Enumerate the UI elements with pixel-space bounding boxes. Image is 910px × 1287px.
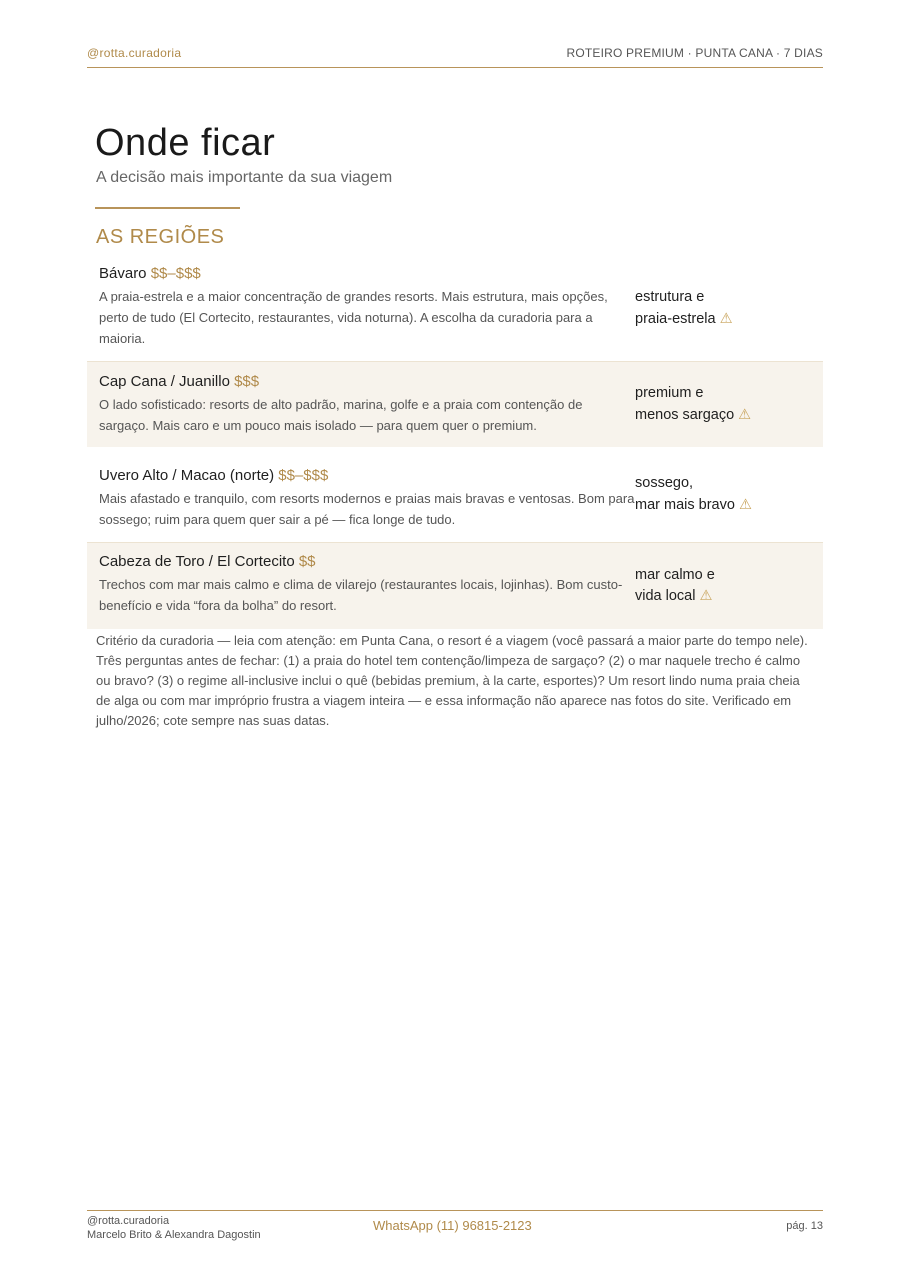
region-tag-text: menos sargaço: [635, 406, 735, 423]
page-title: Onde ficar: [95, 122, 276, 164]
region-heading: [99, 372, 635, 392]
footer-authors: Marcelo Brito & Alexandra Dagostin: [87, 1229, 261, 1241]
region-tag-line2: [635, 586, 823, 608]
region-tag-line2: [635, 405, 823, 427]
warning-icon: ⚠: [738, 406, 752, 423]
region-tag: [635, 447, 823, 542]
warning-icon: ⚠: [699, 588, 713, 604]
page-number: pág. 13: [786, 1220, 823, 1232]
region-heading: [99, 264, 635, 284]
region-tag-text: mar mais bravo: [635, 496, 735, 513]
region-tag-text: vida local: [635, 588, 696, 604]
region-name: Bávaro: [99, 265, 147, 282]
region-description: Trechos com mar mais calmo e clima de vilarejo (restaurantes locais, lojinhas). Bom custo-benefício e vida “fora da bolha” do resort.: [99, 577, 623, 613]
region-tag-line1: estrutura e: [635, 289, 705, 305]
page-footer: [87, 1210, 823, 1247]
section-title: AS REGIÕES: [96, 226, 225, 248]
region-tag: [635, 543, 823, 629]
page-header: [87, 46, 823, 68]
region-row-uvero-alto: [87, 447, 823, 543]
region-tag-line1: sossego,: [635, 475, 694, 491]
region-price: $$: [298, 553, 316, 570]
region-name: Cabeza de Toro / El Cortecito: [99, 553, 295, 570]
curation-note: Critério da curadoria — leia com atenção: em Punta Cana, o resort é a viagem (você passará a maior parte do tempo nele). Três perguntas antes de fechar: (1) a praia do hotel tem contenção/limpeza de sargaço? (2) o mar naquele trecho é calmo ou bravo? (3) o regime all-inclusive inclui o quê (bebidas premium, à la carte, esportes)? Um resort lindo numa praia cheia de alga ou com mar impróprio frustra a viagem inteira — e essa informação não aparece nas fotos do site. Verificado em julho/2026; cote sempre nas suas datas.: [96, 633, 808, 728]
region-info: [87, 362, 635, 447]
page-subtitle: A decisão mais importante da sua viagem: [96, 169, 393, 186]
region-row-cap-cana: [87, 362, 823, 447]
region-tag-line1: premium e: [635, 385, 704, 401]
warning-icon: ⚠: [738, 496, 752, 513]
region-description: O lado sofisticado: resorts de alto padrão, marina, golfe e a praia com contenção de sargaço. Mais caro e um pouco mais isolado — para quem quer o premium.: [99, 397, 583, 433]
footer-whatsapp-contact: WhatsApp (11) 96815-2123: [373, 1218, 532, 1233]
region-name: Cap Cana / Juanillo: [99, 373, 230, 390]
region-row-bavaro: [87, 256, 823, 362]
header-document-title: ROTEIRO PREMIUM · PUNTA CANA · 7 DIAS: [566, 46, 823, 60]
footer-brand-block: [87, 1214, 261, 1242]
footer-brand: @rotta.curadoria: [87, 1215, 170, 1227]
region-description: Mais afastado e tranquilo, com resorts modernos e praias mais bravas e ventosas. Bom para sossego; ruim para quem quer sair a pé — fica longe de tudo.: [99, 491, 635, 527]
region-heading: [99, 466, 635, 486]
region-row-cabeza-de-toro: [87, 543, 823, 629]
region-price: $$$: [234, 373, 260, 390]
warning-icon: ⚠: [719, 310, 733, 327]
region-tag: [635, 256, 823, 361]
region-name: Uvero Alto / Macao (norte): [99, 467, 275, 484]
title-divider: [95, 207, 240, 209]
region-price: $$–$$$: [278, 467, 329, 484]
region-tag-line1: mar calmo e: [635, 566, 715, 583]
header-brand: @rotta.curadoria: [87, 46, 182, 60]
region-tag: [635, 362, 823, 447]
region-description: A praia-estrela e a maior concentração de grandes resorts. Mais estrutura, mais opções, perto de tudo (El Cortecito, restaurantes, vida noturna). A escolha da curadoria para a maioria.: [99, 289, 608, 346]
region-tag-text: praia-estrela: [635, 310, 716, 327]
region-price: $$–$$$: [150, 265, 201, 282]
region-heading: [99, 552, 635, 572]
region-tag-line2: [635, 495, 823, 517]
regions-list: [87, 256, 823, 629]
region-tag-line2: [635, 309, 823, 331]
region-info: [87, 256, 635, 361]
region-info: [87, 447, 635, 542]
region-info: [87, 543, 635, 629]
